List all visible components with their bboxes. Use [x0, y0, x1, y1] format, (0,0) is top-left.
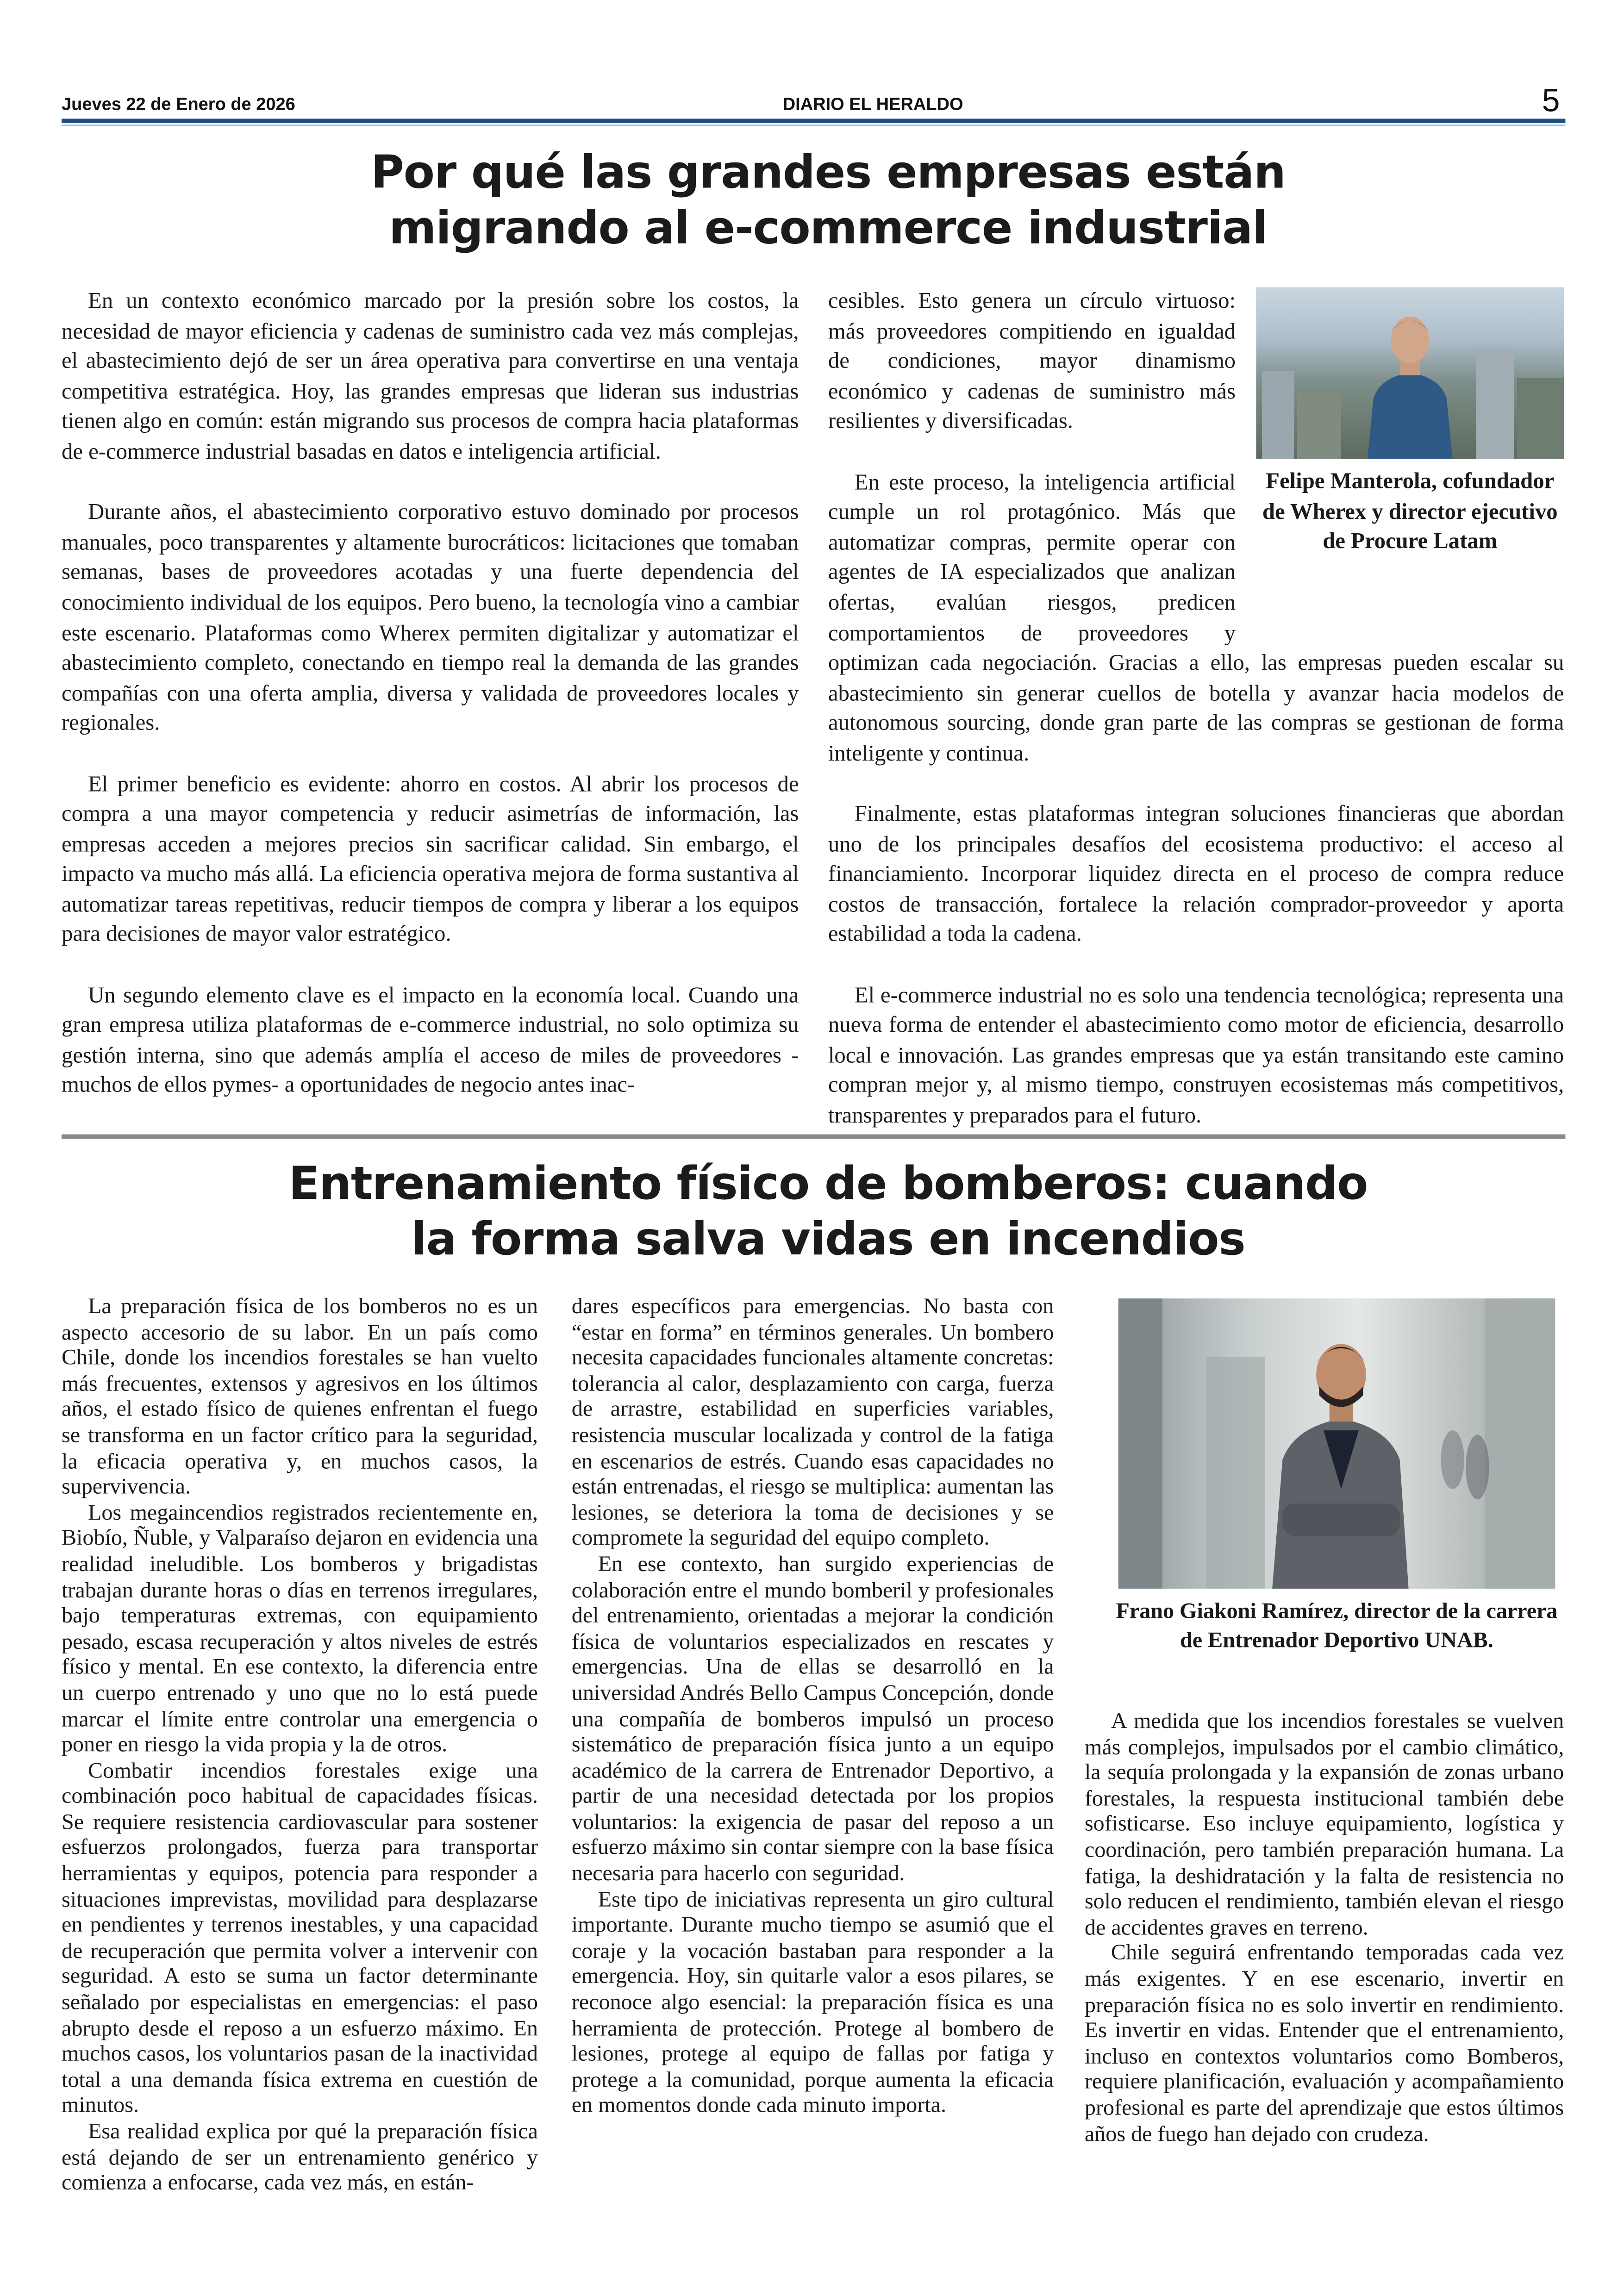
paragraph: En ese contexto, han surgido experiencias de colaboración entre el mundo bomberil y profesionales del entrenamiento, orientadas a mejorar la condición física de voluntarios especializados en rescates y emergencias. Una de ellas se desarrolló en la universidad Andrés Bello Campus Concepción, donde una compañía de bomberos impulsó un proceso sistemático de preparación física junto a un equipo académico de la carrera de Entrenador Deportivo, a partir de una necesidad detectada por los propios voluntarios: la exigencia de pasar del reposo a un esfuerzo máximo sin contar siempre con la base física necesaria para hacerlo con seguridad.	[571, 1552, 1054, 1886]
portrait-photo-frano-giakoni	[1118, 1298, 1555, 1589]
headline-line: Por qué las grandes empresas están	[370, 146, 1286, 200]
paragraph: cesibles. Esto genera un círculo virtuoso: más proveedores compitiendo en igualdad de condiciones, mayor dinamismo económico y cadenas de suministro más resilientes y diversificadas.	[828, 288, 1236, 435]
newspaper-name: DIARIO EL HERALDO	[782, 94, 963, 114]
article2-column-2	[572, 1294, 1054, 2120]
paragraph: Chile seguirá enfrentando temporadas cada vez más exigentes. Y en ese escenario, invertir en preparación física no es solo invertir en rendimiento. Es invertir en vidas. Entender que el entrenamiento, incluso en contextos voluntarios como Bomberos, requiere planificación, evaluación y acompañamiento profesional es parte del aprendizaje que estos últimos años de fuego han dejado con crudeza.	[1084, 1941, 1564, 2146]
headline-line: la forma salva vidas en incendios	[411, 1213, 1245, 1266]
photo-caption: Frano Giakoni Ramírez, director de la carrera de Entrenador Deportivo UNAB.	[1116, 1599, 1558, 1653]
page-number: 5	[1542, 82, 1560, 119]
paragraph: Finalmente, estas plataformas integran soluciones financieras que abordan uno de los principales desafíos del ecosistema productivo: el acceso al financiamiento. Incorporar liquidez directa en el proceso de compra reduce costos de transacción, fortalece la relación comprador-proveedor y aporta estabilidad a toda la cadena.	[828, 802, 1564, 948]
article2-headline	[62, 1156, 1595, 1268]
issue-date: Jueves 22 de Enero de 2026	[61, 94, 295, 114]
paragraph: El e-commerce industrial no es solo una tendencia tecnológica; representa una nueva forma de entender el abastecimiento como motor de eficiencia, desarrollo local e innovación. Las grandes empresas que ya están transitando este camino compran mejor y, al mismo tiempo, construyen ecosistemas más competitivos, transparentes y preparados para el futuro.	[828, 983, 1564, 1129]
article1-column-right	[828, 287, 1564, 1163]
article1-headline	[62, 145, 1595, 256]
person-figure	[1362, 308, 1458, 459]
article2-column-3	[1085, 1709, 1564, 2147]
paragraph: Este tipo de iniciativas representa un giro cultural importante. Durante mucho tiempo se asumió que el coraje y la vocación bastaban para responder a la emergencia. Hoy, sin quitarle valor a esos pilares, se reconoce algo esencial: la preparación física es una herramienta de protección. Protege al bombero de lesiones, protege al equipo de fallas por fatiga y protege a la comunidad, porque aumenta la eficacia en momentos donde cada minuto importa.	[571, 1887, 1054, 2119]
article1-figure	[1256, 287, 1564, 628]
paragraph: El primer beneficio es evidente: ahorro en costos. Al abrir los procesos de compra a una mayor competencia y reducir asimetrías de información, las empresas acceden a mejores precios sin sacrificar calidad. Sin embargo, el impacto va mucho más allá. La eficiencia operativa mejora de forma sustantiva al automatizar tareas repetitivas, reducir tiempos de compra y liberar a los equipos para decisiones de mayor valor estratégico.	[61, 771, 799, 948]
paragraph: En este proceso, la inteligencia artificial cumple un rol protagónico. Más que automatizar compras, permite operar con agentes de IA especializados que analizan ofertas, evalúan riesgos, predicen comportamientos de proveedores y optimizan cada negociación. Gracias a ello, las empresas pueden escalar su abastecimiento sin generar cuellos de botella y avanzar hacia modelos de autonomous sourcing, donde gran parte de las compras se gestionan de forma inteligente y continua.	[828, 469, 1564, 767]
paragraph: Esa realidad explica por qué la preparación física está dejando de ser un entrenamiento genérico y comienza a enfocarse, cada vez más, en están-	[61, 2119, 538, 2196]
paragraph: La preparación física de los bomberos no es un aspecto accesorio de su labor. En un país como Chile, donde los incendios forestales se han vuelto más frecuentes, extensos y agresivos en los últimos años, el estado físico de quienes enfrentan el fuego se transforma en un factor crítico para la seguridad, la eficacia operativa y, en muchos casos, la supervivencia.	[61, 1294, 538, 1500]
photo-caption: Felipe Manterola, cofundador de Wherex y director ejecutivo de Procure Latam	[1262, 469, 1558, 555]
article-separator	[62, 1135, 1565, 1139]
portrait-photo-felipe-manterola	[1256, 287, 1564, 459]
headline-line: migrando al e-commerce industrial	[389, 202, 1268, 255]
paragraph: En un contexto económico marcado por la presión sobre los costos, la necesidad de mayor eficiencia y cadenas de suministro cada vez más complejas, el abastecimiento dejó de ser un área operativa para convertirse en una ventaja competitiva estratégica. Hoy, las grandes empresas que lideran sus industrias tienen algo en común: están migrando sus procesos de compra hacia plataformas de e-commerce industrial basadas en datos e inteligencia artificial.	[61, 288, 799, 465]
paragraph: Combatir incendios forestales exige una combinación poco habitual de capacidades físicas. Se requiere resistencia cardiovascular para sostener esfuerzos prolongados, fuerza para transportar herramientas y equipos, potencia para responder a situaciones imprevistas, movilidad para desplazarse en pendientes y terrenos inestables, y una capacidad de recuperación que permita volver a intervenir con seguridad. A esto se suma un factor determinante señalado por especialistas en emergencias: el paso abrupto desde el reposo a un esfuerzo máximo. En muchos casos, los voluntarios pasan de la inactividad total a una demanda física extrema en cuestión de minutos.	[61, 1758, 538, 2119]
header-rule	[62, 118, 1565, 123]
article2-column-1	[62, 1294, 538, 2197]
person-figure	[1118, 1298, 1555, 1589]
paragraph: Los megaincendios registrados recientemente en, Biobío, Ñuble, y Valparaíso dejaron en evidencia una realidad ineludible. Los bomberos y brigadistas trabajan durante horas o días en terrenos irregulares, bajo temperaturas extremas, con equipamiento pesado, escasa recuperación y altos niveles de estrés físico y mental. En ese contexto, la diferencia entre un cuerpo entrenado y uno que no lo está puede marcar el límite entre controlar una emergencia o poner en riesgo la vida propia y la de otros.	[61, 1500, 538, 1758]
article1-column-left	[62, 287, 799, 1133]
header-rule-light	[62, 125, 1565, 126]
paragraph: Durante años, el abastecimiento corporativo estuvo dominado por procesos manuales, poco transparentes y altamente burocráticos: licitaciones que tomaban semanas, bases de proveedores acotadas y una fuerte dependencia del conocimiento individual de los equipos. Pero bueno, la tecnología vino a cambiar este escenario. Plataformas como Wherex permiten digitalizar y automatizar el abastecimiento completo, conectando en tiempo real la demanda de las grandes compañías con una oferta amplia, diversa y validada de proveedores locales y regionales.	[61, 500, 799, 736]
paragraph: dares específicos para emergencias. No basta con “estar en forma” en términos generales. Un bombero necesita capacidades funcionales altamente concretas: tolerancia al calor, desplazamiento con carga, fuerza de arrastre, estabilidad en superficies variables, resistencia muscular localizada y control de la fatiga en escenarios de estrés. Cuando esas capacidades no están entrenadas, el riesgo se multiplica: aumentan las lesiones, se deteriora la toma de decisiones y se compromete la seguridad del equipo completo.	[571, 1294, 1054, 1551]
paragraph: Un segundo elemento clave es el impacto en la economía local. Cuando una gran empresa utiliza plataformas de e-commerce industrial, no solo optimiza su gestión interna, sino que además amplía el acceso de miles de proveedores -muchos de ellos pymes- a oportunidades de negocio antes inac-	[61, 983, 799, 1098]
headline-line: Entrenamiento físico de bomberos: cuando	[288, 1158, 1368, 1211]
paragraph: A medida que los incendios forestales se vuelven más complejos, impulsados por el cambio climático, la sequía prolongada y la expansión de zonas urbano forestales, la respuesta institucional también debe sofisticarse. Eso incluye equipamiento, logística y coordinación, pero también preparación humana. La fatiga, la deshidratación y la falta de resistencia no solo reducen el rendimiento, también elevan el riesgo de accidentes graves en terreno.	[1084, 1709, 1564, 1940]
